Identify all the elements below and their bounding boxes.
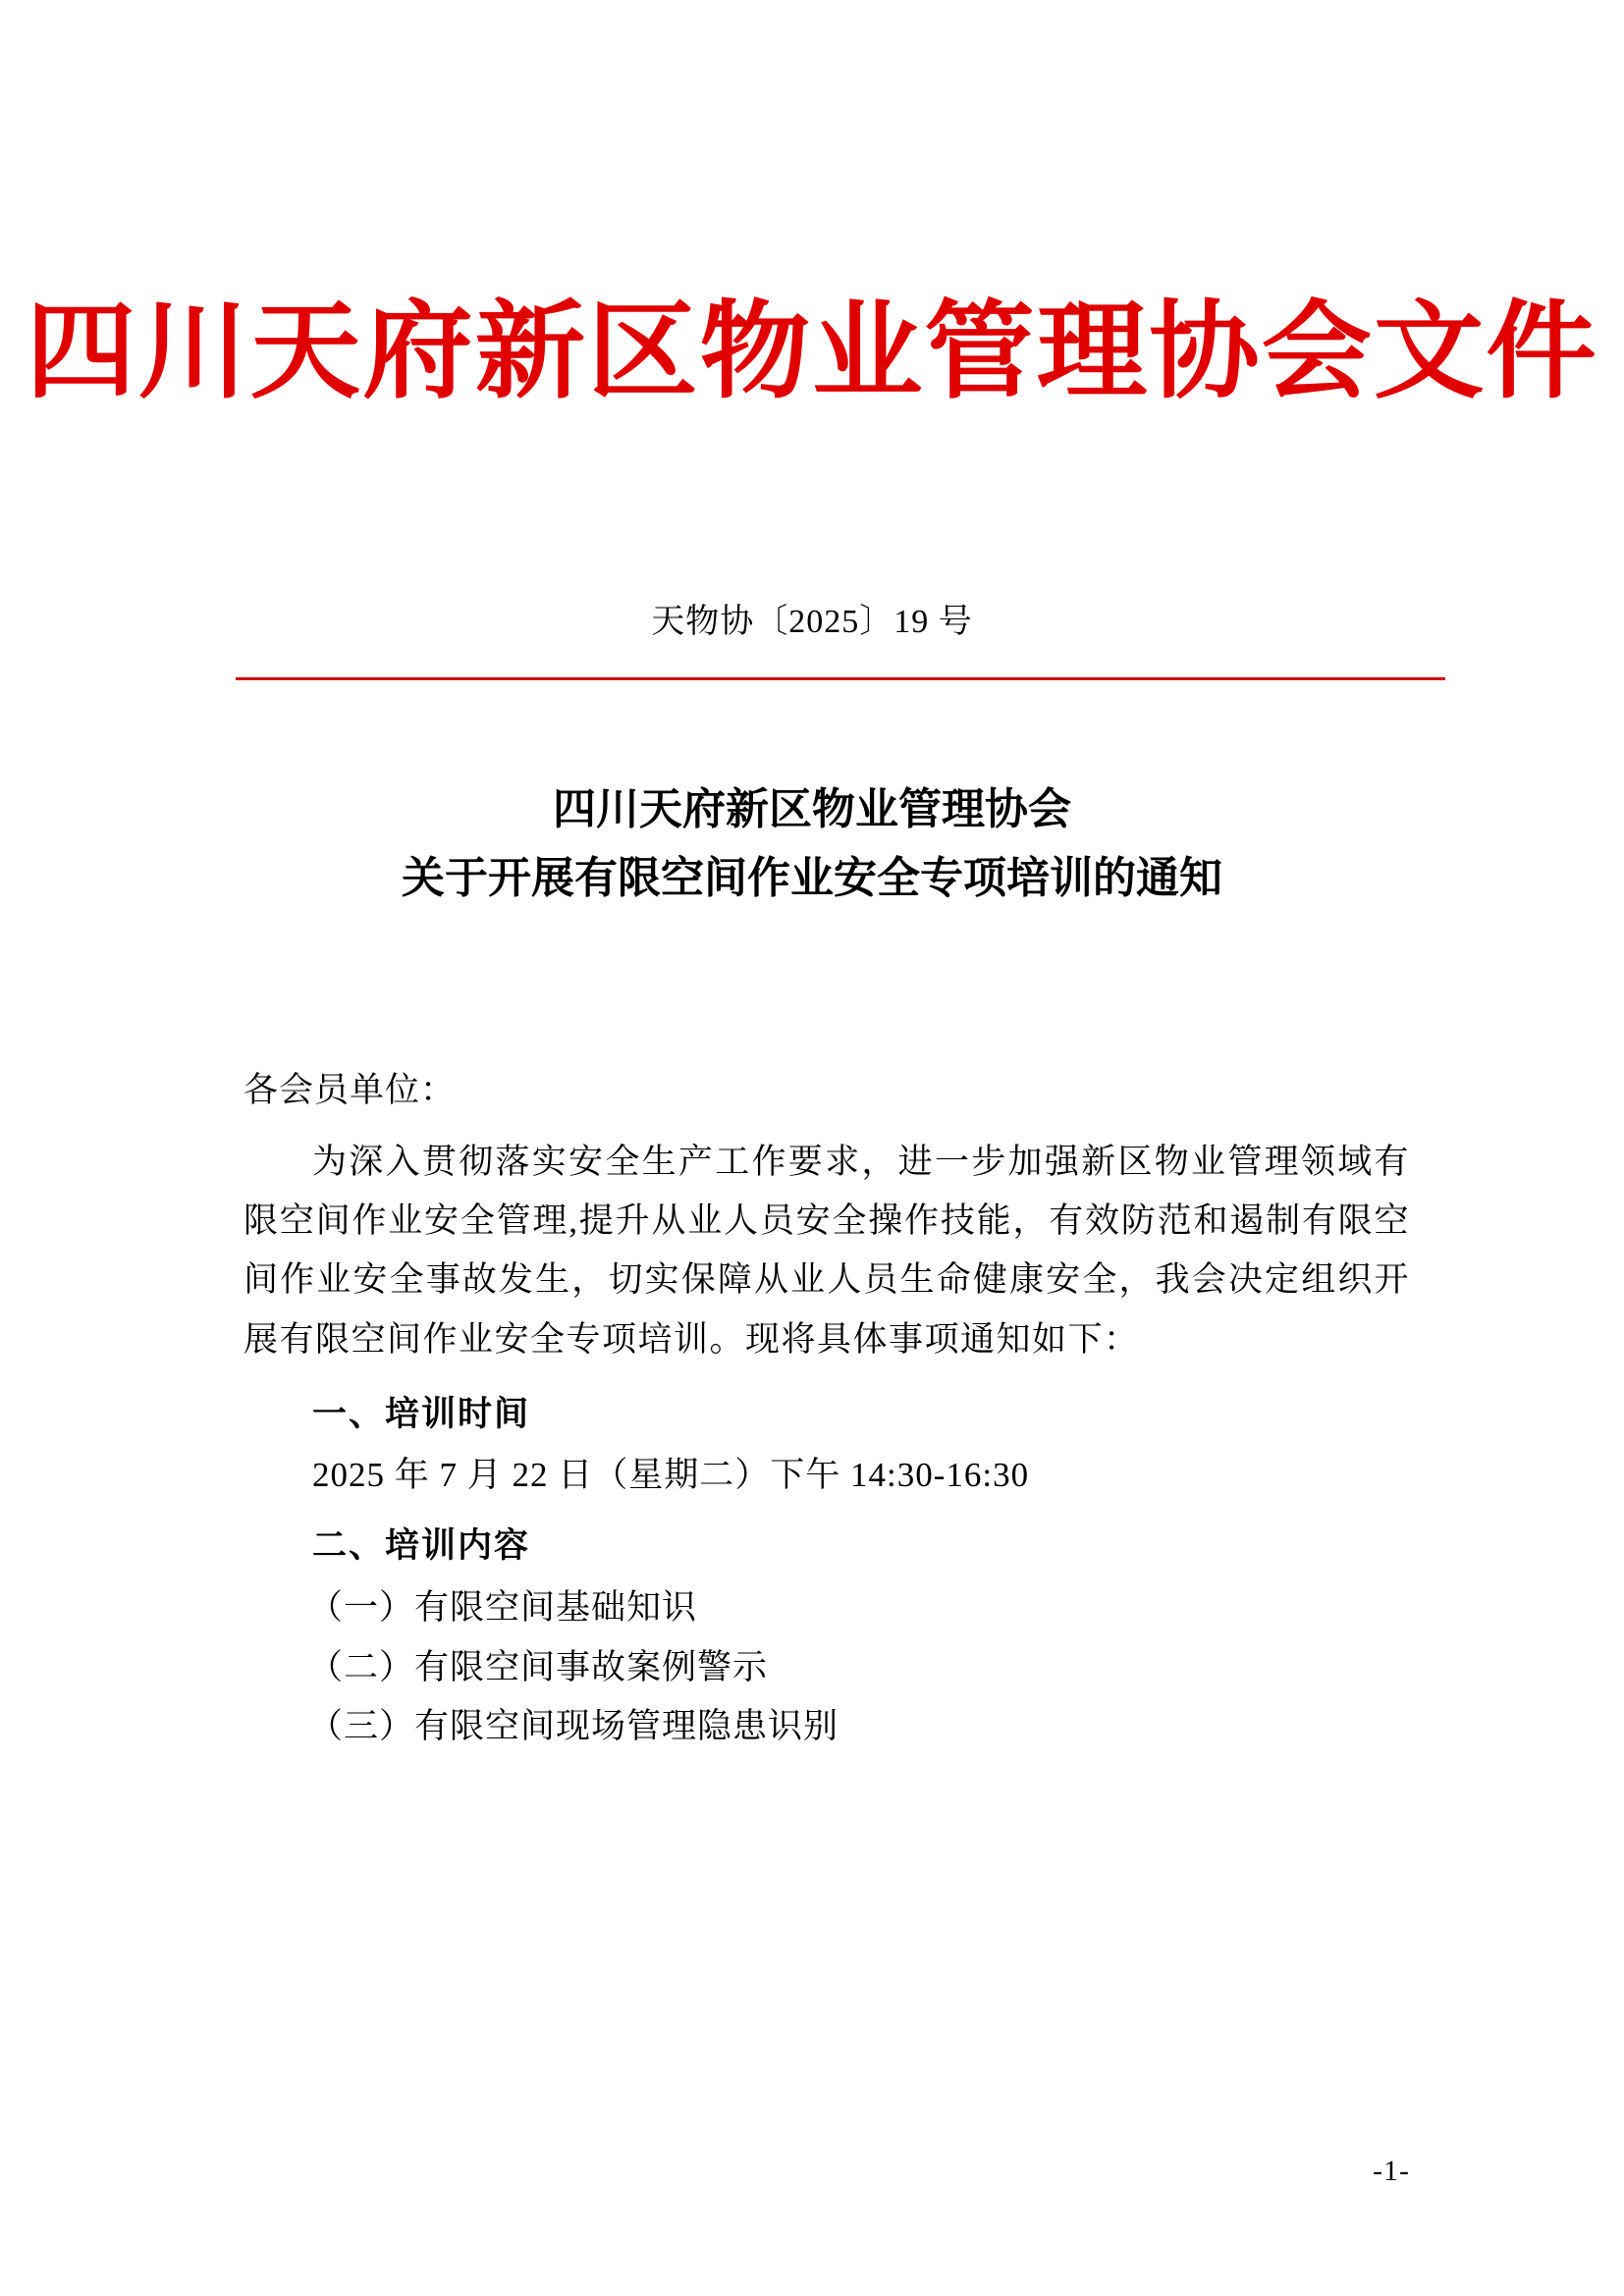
title-line-org: 四川天府新区物业管理协会 [553, 784, 1071, 834]
section-text-training-time: 2025 年 7 月 22 日（星期二）下午 14:30-16:30 [312, 1455, 1030, 1494]
section-heading-training-content: 二、培训内容 [312, 1525, 531, 1566]
organization-header-title: 四川天府新区物业管理协会文件 [26, 291, 1598, 413]
list-item: （二）有限空间事故案例警示 [308, 1647, 769, 1686]
document-header [0, 291, 1624, 413]
salutation: 各会员单位： [244, 1071, 457, 1109]
document-title [0, 775, 1624, 914]
document-number: 天物协〔2025〕19 号 [651, 604, 973, 640]
title-line-subject: 关于开展有限空间作业安全专项培训的通知 [402, 853, 1222, 904]
document-body [244, 1070, 1410, 1758]
list-item: （三）有限空间现场管理隐患识别 [308, 1707, 839, 1746]
opening-paragraph: 为深入贯彻落实安全生产工作要求，进一步加强新区物业管理领域有限空间作业安全管理,提升从业人员安全操作技能，有效防范和遏制有限空间作业安全事故发生，切实保障从业人员生命健康安全，我会决定组织开展有限空间作业安全专项培训。现将具体事项通知如下： [244, 1143, 1410, 1359]
section-heading-training-time: 一、培训时间 [312, 1394, 531, 1434]
red-divider-rule [236, 677, 1445, 680]
list-item: （一）有限空间基础知识 [308, 1587, 698, 1627]
page-number: -1- [1373, 2155, 1410, 2187]
